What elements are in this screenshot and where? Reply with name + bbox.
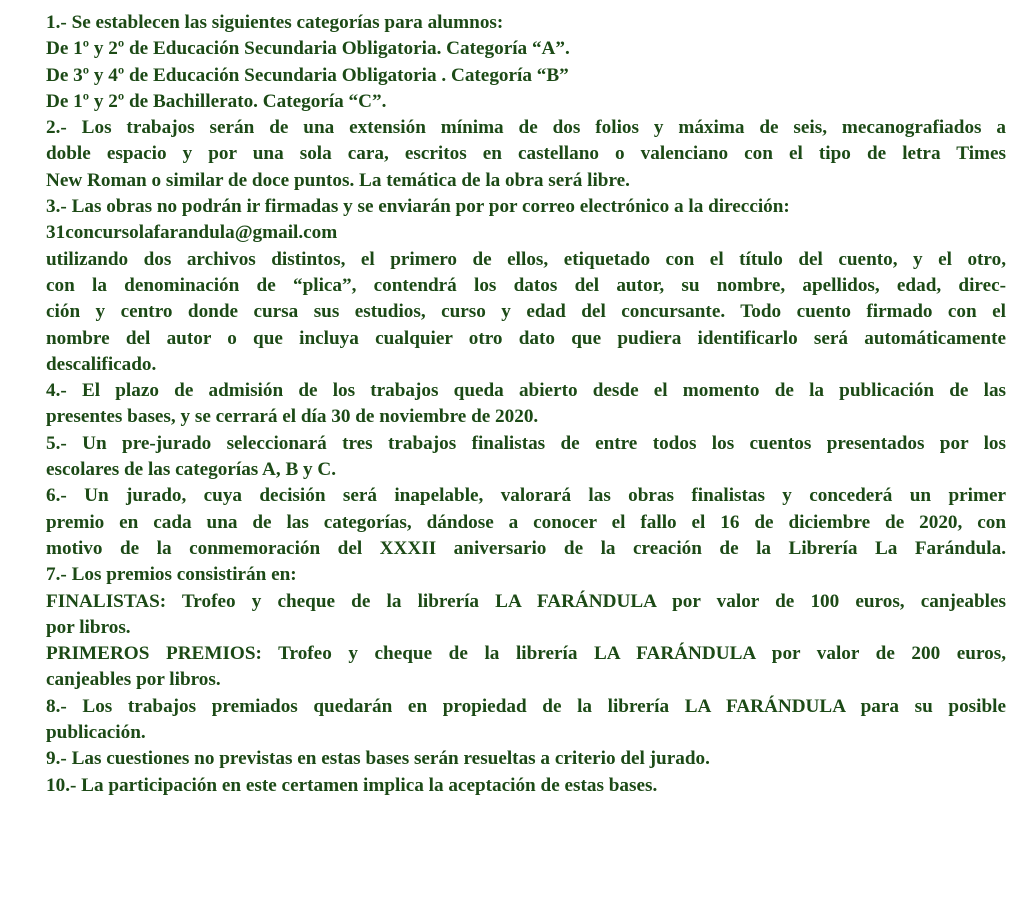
first-prize-line: canjeables por libros. [46, 669, 221, 691]
rule-4-line: presentes bases, y se cerrará el día 30 de noviembre de 2020. [46, 406, 539, 428]
email-address: 31concursolafarandula@gmail.com [46, 222, 338, 244]
rule-5-line: 5.- Un pre-jurado seleccionará tres trabajos finalistas de entre todos los cuentos presentados por los [46, 432, 1006, 454]
rule-2-line: 2.- Los trabajos serán de una extensión mínima de dos folios y máxima de seis, mecanografiados a [46, 117, 1006, 139]
rule-3-line: nombre del autor o que incluya cualquier otro dato que pudiera identificarlo será automáticamente [46, 327, 1006, 349]
finalists-prize-line: por libros. [46, 616, 131, 638]
category-a-line: De 1º y 2º de Educación Secundaria Obligatoria. Categoría “A”. [46, 38, 570, 60]
rule-9-line: 9.- Las cuestiones no previstas en estas bases serán resueltas a criterio del jurado. [46, 748, 710, 770]
finalists-prize-line: FINALISTAS: Trofeo y cheque de la librería LA FARÁNDULA por valor de 100 euros, canjeables [46, 590, 1006, 612]
rule-8-line: 8.- Los trabajos premiados quedarán en propiedad de la librería LA FARÁNDULA para su posible [46, 695, 1006, 717]
rule-3-line: 3.- Las obras no podrán ir firmadas y se enviarán por por correo electrónico a la dirección: [46, 196, 790, 218]
document-body [46, 10, 1006, 799]
rule-3-line: ción y centro donde cursa sus estudios, curso y edad del concursante. Todo cuento firmado con el [46, 301, 1006, 323]
rule-8-line: publicación. [46, 722, 146, 744]
rule-3-line: utilizando dos archivos distintos, el primero de ellos, etiquetado con el título del cuento, y el otro, [46, 248, 1006, 270]
category-c-line: De 1º y 2º de Bachillerato. Categoría “C”. [46, 90, 387, 112]
rule-6-line: motivo de la conmemoración del XXXII aniversario de la creación de la Librería La Farándula. [46, 537, 1006, 559]
rule-6-line: premio en cada una de las categorías, dándose a conocer el fallo el 16 de diciembre de 2020, con [46, 511, 1006, 533]
first-prize-line: PRIMEROS PREMIOS: Trofeo y cheque de la librería LA FARÁNDULA por valor de 200 euros, [46, 643, 1006, 665]
rule-3-line: con la denominación de “plica”, contendrá los datos del autor, su nombre, apellidos, edad, direc- [46, 274, 1006, 296]
rule-2-line: New Roman o similar de doce puntos. La temática de la obra será libre. [46, 169, 630, 191]
rule-6-line: 6.- Un jurado, cuya decisión será inapelable, valorará las obras finalistas y concederá un primer [46, 485, 1006, 507]
rule-4-line: 4.- El plazo de admisión de los trabajos queda abierto desde el momento de la publicación de las [46, 380, 1006, 402]
rule-5-line: escolares de las categorías A, B y C. [46, 459, 337, 481]
rule-1-heading: 1.- Se establecen las siguientes categorías para alumnos: [46, 12, 504, 33]
rule-3-line: descalificado. [46, 353, 157, 375]
category-b-line: De 3º y 4º de Educación Secundaria Obligatoria . Categoría “B” [46, 64, 569, 86]
rule-10-line: 10.- La participación en este certamen implica la aceptación de estas bases. [46, 774, 658, 796]
rule-2-line: doble espacio y por una sola cara, escritos en castellano o valenciano con el tipo de letra Times [46, 143, 1006, 165]
rule-7-heading: 7.- Los premios consistirán en: [46, 564, 297, 586]
